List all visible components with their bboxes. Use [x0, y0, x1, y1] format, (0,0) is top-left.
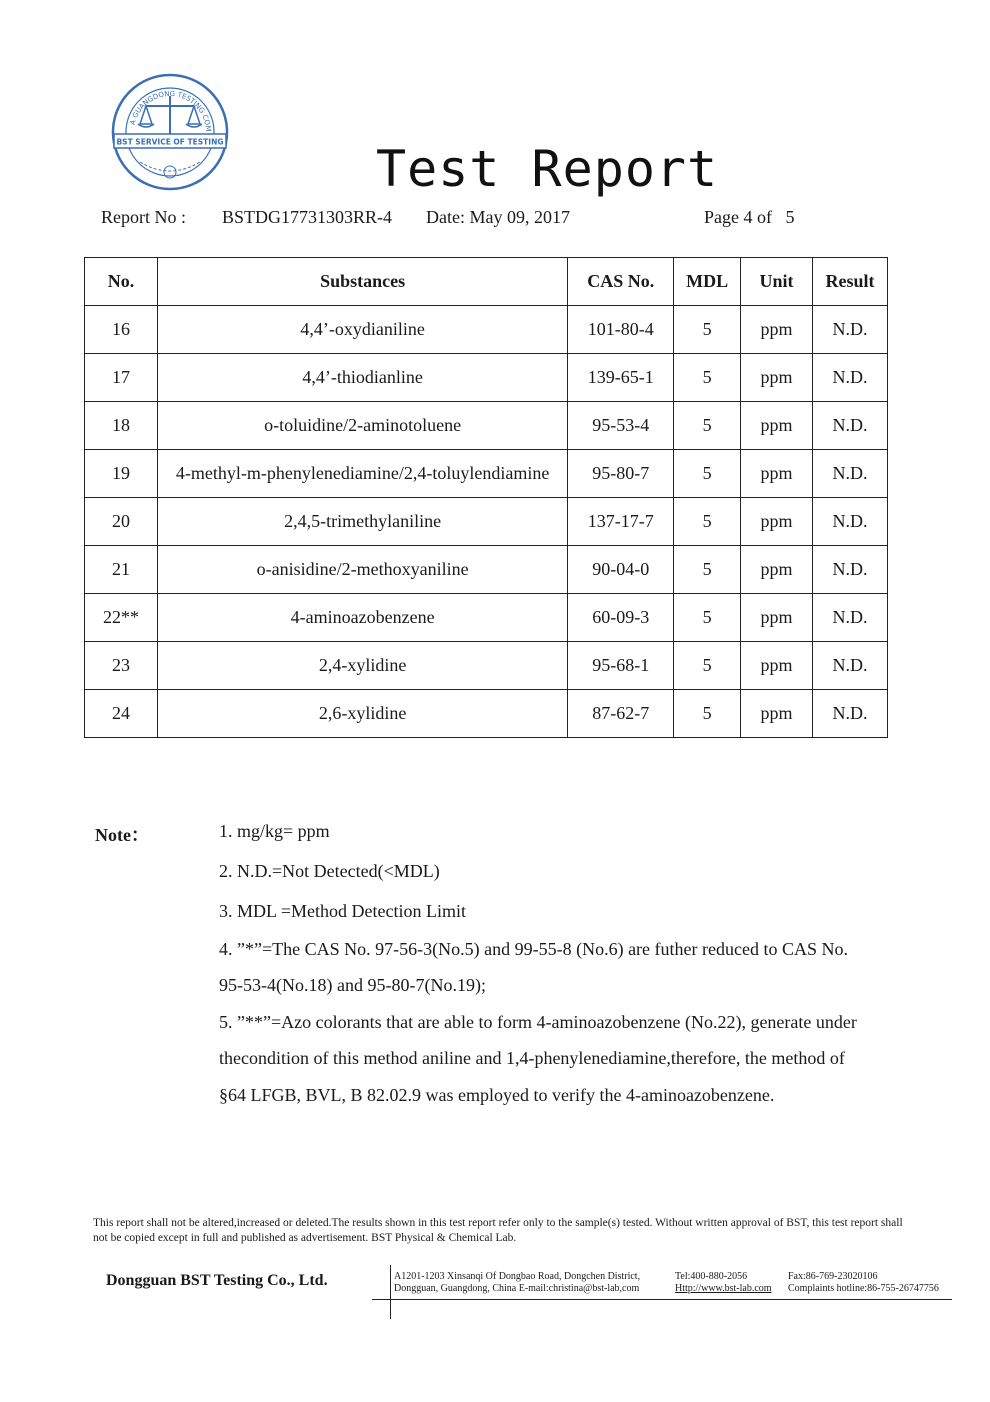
- results-table: [84, 257, 888, 738]
- cell-result: N.D.: [813, 354, 888, 402]
- cell-mdl: 5: [674, 450, 741, 498]
- table-row: [85, 546, 888, 594]
- table-row: [85, 306, 888, 354]
- note-line-5-cont-b: §64 LFGB, BVL, B 82.02.9 was employed to verify the 4-aminoazobenzene.: [219, 1085, 775, 1105]
- footer-address: [394, 1271, 640, 1295]
- cell-cas: 87-62-7: [568, 690, 674, 738]
- header-unit: Unit: [741, 258, 813, 306]
- note-line-5-cont-a: thecondition of this method aniline and 1,4-phenylenediamine,therefore, the method of: [219, 1048, 845, 1068]
- cell-mdl: 5: [674, 690, 741, 738]
- cell-cas: 139-65-1: [568, 354, 674, 402]
- cell-substance: 2,4-xylidine: [157, 642, 567, 690]
- note-line-3: 3. MDL =Method Detection Limit: [219, 901, 466, 921]
- cell-result: N.D.: [813, 642, 888, 690]
- header-cas-no: CAS No.: [568, 258, 674, 306]
- footer-tel: Tel:400-880-2056: [675, 1271, 748, 1282]
- company-seal-logo: [110, 72, 230, 192]
- cell-result: N.D.: [813, 402, 888, 450]
- footer-divider-horizontal: [372, 1299, 952, 1300]
- header-substances: Substances: [157, 258, 567, 306]
- seal-ring-text: A GUANGDONG TESTING COM: [128, 89, 213, 132]
- cell-unit: ppm: [741, 498, 813, 546]
- cell-result: N.D.: [813, 450, 888, 498]
- cell-cas: 137-17-7: [568, 498, 674, 546]
- report-no-label: Report No :: [101, 207, 186, 227]
- note-line-4-cont: 95-53-4(No.18) and 95-80-7(No.19);: [219, 975, 486, 995]
- cell-substance: 2,6-xylidine: [157, 690, 567, 738]
- cell-cas: 101-80-4: [568, 306, 674, 354]
- footer-address-line-2: Dongguan, Guangdong, China E-mail:christina@bst-lab,com: [394, 1283, 640, 1294]
- cell-unit: ppm: [741, 402, 813, 450]
- table-row: [85, 594, 888, 642]
- table-row: [85, 450, 888, 498]
- page-indicator: Page 4 of 5: [704, 207, 795, 227]
- cell-no: 18: [85, 402, 158, 450]
- cell-unit: ppm: [741, 546, 813, 594]
- table-row: [85, 402, 888, 450]
- cell-cas: 95-68-1: [568, 642, 674, 690]
- cell-unit: ppm: [741, 354, 813, 402]
- cell-result: N.D.: [813, 546, 888, 594]
- cell-unit: ppm: [741, 450, 813, 498]
- cell-cas: 90-04-0: [568, 546, 674, 594]
- table-row: [85, 354, 888, 402]
- cell-unit: ppm: [741, 306, 813, 354]
- note-label: Note：: [95, 825, 149, 845]
- cell-substance: 4,4’-thiodianline: [157, 354, 567, 402]
- cell-substance: o-anisidine/2-methoxyaniline: [157, 546, 567, 594]
- cell-mdl: 5: [674, 642, 741, 690]
- footer-fax: Fax:86-769-23020106: [788, 1271, 878, 1282]
- table-row: [85, 642, 888, 690]
- note-line-5: 5. ”**”=Azo colorants that are able to form 4-aminoazobenzene (No.22), generate under: [219, 1012, 857, 1032]
- cell-cas: 60-09-3: [568, 594, 674, 642]
- report-no-value: BSTDG17731303RR-4: [222, 207, 393, 227]
- cell-no: 22**: [85, 594, 158, 642]
- cell-no: 21: [85, 546, 158, 594]
- header-result: Result: [813, 258, 888, 306]
- cell-result: N.D.: [813, 690, 888, 738]
- seal-banner-text: BST SERVICE OF TESTING: [116, 137, 224, 147]
- note-line-2: 2. N.D.=Not Detected(<MDL): [219, 861, 440, 881]
- footer-divider-vertical: [390, 1265, 391, 1319]
- cell-result: N.D.: [813, 306, 888, 354]
- table-row: [85, 690, 888, 738]
- cell-result: N.D.: [813, 594, 888, 642]
- cell-substance: o-toluidine/2-aminotoluene: [157, 402, 567, 450]
- cell-cas: 95-80-7: [568, 450, 674, 498]
- table-header-row: [85, 258, 888, 306]
- cell-no: 17: [85, 354, 158, 402]
- cell-unit: ppm: [741, 690, 813, 738]
- header-no: No.: [85, 258, 158, 306]
- cell-no: 20: [85, 498, 158, 546]
- cell-mdl: 5: [674, 354, 741, 402]
- cell-mdl: 5: [674, 546, 741, 594]
- note-line-4: 4. ”*”=The CAS No. 97-56-3(No.5) and 99-55-8 (No.6) are futher reduced to CAS No.: [219, 939, 848, 959]
- header-mdl: MDL: [674, 258, 741, 306]
- cell-substance: 2,4,5-trimethylaniline: [157, 498, 567, 546]
- cell-substance: 4-methyl-m-phenylenediamine/2,4-toluylendiamine: [157, 450, 567, 498]
- cell-no: 23: [85, 642, 158, 690]
- footer-company-name: Dongguan BST Testing Co., Ltd.: [106, 1272, 328, 1289]
- footer-website-link[interactable]: Http://www.bst-lab.com: [675, 1283, 772, 1294]
- footer-fax-block: [788, 1271, 939, 1295]
- note-line-1: 1. mg/kg= ppm: [219, 821, 330, 841]
- page-title: Test Report: [376, 140, 719, 198]
- cell-substance: 4,4’-oxydianiline: [157, 306, 567, 354]
- cell-no: 24: [85, 690, 158, 738]
- cell-mdl: 5: [674, 498, 741, 546]
- cell-mdl: 5: [674, 594, 741, 642]
- cell-no: 19: [85, 450, 158, 498]
- cell-mdl: 5: [674, 402, 741, 450]
- cell-cas: 95-53-4: [568, 402, 674, 450]
- cell-result: N.D.: [813, 498, 888, 546]
- report-date: Date: May 09, 2017: [426, 207, 570, 227]
- footer-disclaimer: This report shall not be altered,increased or deleted.The results shown in this test report refer only to the sample(s) tested. Without written approval of BST, this test report shall not be copied except in full and published as advertisement. BST Physical & Chemical Lab.: [93, 1217, 903, 1244]
- cell-substance: 4-aminoazobenzene: [157, 594, 567, 642]
- cell-no: 16: [85, 306, 158, 354]
- footer-contact: [675, 1271, 772, 1295]
- cell-unit: ppm: [741, 642, 813, 690]
- table-row: [85, 498, 888, 546]
- footer-complaints: Complaints hotline:86-755-26747756: [788, 1283, 939, 1294]
- cell-unit: ppm: [741, 594, 813, 642]
- footer-address-line-1: A1201-1203 Xinsanqi Of Dongbao Road, Dongchen District,: [394, 1271, 641, 1282]
- cell-mdl: 5: [674, 306, 741, 354]
